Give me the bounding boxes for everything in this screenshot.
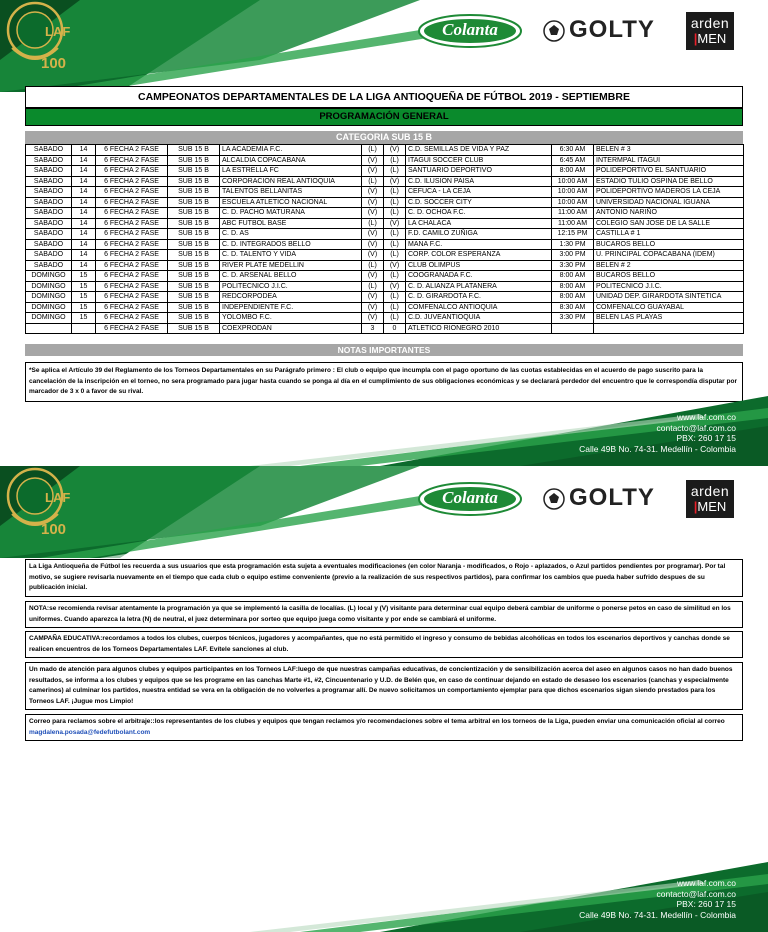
cell-home-role: (V) xyxy=(362,313,384,324)
cell-day: SABADO xyxy=(26,155,72,166)
cell-round: 6 FECHA 2 FASE xyxy=(96,229,168,240)
cell-home-role: (L) xyxy=(362,145,384,156)
cell-away-team: C.D. SOCCER CITY xyxy=(406,197,552,208)
cell-venue: INTERMPAL ITAGUI xyxy=(594,155,744,166)
cell-venue: COLEGIO SAN JOSE DE LA SALLE xyxy=(594,218,744,229)
cell-home-role: (V) xyxy=(362,271,384,282)
cell-round: 6 FECHA 2 FASE xyxy=(96,187,168,198)
cell-away-role: (V) xyxy=(384,176,406,187)
note-aseo: Un mado de atención para algunos clubes y equipos participantes en los Torneos LAF:luego de que nuestras campañas educativas, de concientización y de sensibilización acerca del aseo en algunos casos no han dado buenos resultados, se informa a los clubes y equipos que se les programe en las canchas Marte #1, #2, Cincuentenario y U.D. de Belén que, en caso de continuar dejando en estado de desaseo los escenarios (canchas y especialmente camerinos) al culminar los partidos, nuestra entidad se vera en la obligación de no volverles a programar allí. De nuevo solicitamos un comportamiento ejemplar para que dichos escenarios sigan siendo prestados para los Torneos LAF. ¡Jugue mos Limpio! xyxy=(25,662,743,710)
cell-day: SABADO xyxy=(26,218,72,229)
cell-category: SUB 15 B xyxy=(168,250,220,261)
arbitraje-email-link[interactable]: magdalena.posada@fedefutbolant.com xyxy=(29,728,151,736)
cell-date: 15 xyxy=(72,271,96,282)
cell-date: 15 xyxy=(72,281,96,292)
cell-date: 14 xyxy=(72,166,96,177)
cell-time: 1:30 PM xyxy=(552,239,594,250)
cell-away-team: C.D. SEMILLAS DE VIDA Y PAZ xyxy=(406,145,552,156)
cell-home-role: (V) xyxy=(362,208,384,219)
golty-ball-icon xyxy=(542,487,566,511)
cell-venue: U. PRINCIPAL COPACABANA (IDEM) xyxy=(594,250,744,261)
cell-time: 6:45 AM xyxy=(552,155,594,166)
header-band-2 xyxy=(0,466,768,558)
table-row xyxy=(26,323,744,334)
cell-round: 6 FECHA 2 FASE xyxy=(96,271,168,282)
contact-web: www.laf.com.co xyxy=(676,878,736,888)
cell-away-role: (L) xyxy=(384,250,406,261)
cell-round: 6 FECHA 2 FASE xyxy=(96,302,168,313)
cell-venue: COMFENALCO GUAYABAL xyxy=(594,302,744,313)
cell-home-role: (L) xyxy=(362,176,384,187)
cell-home-role: (V) xyxy=(362,239,384,250)
arden-men-logo xyxy=(686,12,734,50)
cell-home-team: CORPORACION REAL ANTIOQUIA xyxy=(220,176,362,187)
cell-venue: BELEN # 2 xyxy=(594,260,744,271)
cell-home-role: (V) xyxy=(362,292,384,303)
cell-away-team: C. D. ALIANZA PLATANERA xyxy=(406,281,552,292)
cell-away-team: C.D. JUVEANTIOQUIA xyxy=(406,313,552,324)
cell-away-team: CLUB OLIMPUS xyxy=(406,260,552,271)
cell-home-role: (V) xyxy=(362,197,384,208)
cell-home-role: (L) xyxy=(362,281,384,292)
colanta-text: Colanta xyxy=(442,20,498,39)
cell-time xyxy=(552,323,594,334)
cell-away-role: (V) xyxy=(384,218,406,229)
table-row xyxy=(26,302,744,313)
cell-away-team: CORP. COLOR ESPERANZA xyxy=(406,250,552,261)
table-row xyxy=(26,281,744,292)
cell-home-role: (L) xyxy=(362,260,384,271)
cell-away-team: C.D. ILUSION PAISA xyxy=(406,176,552,187)
cell-home-role: (V) xyxy=(362,302,384,313)
cell-home-role: (L) xyxy=(362,218,384,229)
cell-time: 3:00 PM xyxy=(552,250,594,261)
cell-category: SUB 15 B xyxy=(168,197,220,208)
cell-home-team: INDEPENDIENTE F.C. xyxy=(220,302,362,313)
cell-category: SUB 15 B xyxy=(168,218,220,229)
cell-venue: POLITECNICO J.I.C. xyxy=(594,281,744,292)
cell-away-role: (V) xyxy=(384,145,406,156)
cell-category: SUB 15 B xyxy=(168,187,220,198)
cell-round: 6 FECHA 2 FASE xyxy=(96,208,168,219)
cell-away-role: 0 xyxy=(384,323,406,334)
cell-away-team: MANA F.C. xyxy=(406,239,552,250)
contact-info-2 xyxy=(579,878,736,920)
table-row xyxy=(26,313,744,324)
page-title: CAMPEONATOS DEPARTAMENTALES DE LA LIGA ANTIOQUEÑA DE FÚTBOL 2019 - SEPTIEMBRE xyxy=(25,86,743,108)
colanta-logo xyxy=(418,14,522,48)
cell-home-team: C. D. AS xyxy=(220,229,362,240)
cell-day: DOMINGO xyxy=(26,292,72,303)
cell-day: SABADO xyxy=(26,260,72,271)
cell-away-team: C. D. GIRARDOTA F.C. xyxy=(406,292,552,303)
cell-home-role: (V) xyxy=(362,155,384,166)
cell-round: 6 FECHA 2 FASE xyxy=(96,260,168,271)
cell-home-role: (V) xyxy=(362,250,384,261)
cell-time: 3:30 PM xyxy=(552,313,594,324)
cell-away-team: ATLETICO RIONEGRO 2010 xyxy=(406,323,552,334)
note-arbitraje xyxy=(25,714,743,741)
cell-away-team: COMFENALCO ANTIOQUIA xyxy=(406,302,552,313)
footer-band xyxy=(0,396,768,466)
cell-away-role: (L) xyxy=(384,239,406,250)
men-text: MEN xyxy=(697,499,727,514)
cell-day: SABADO xyxy=(26,229,72,240)
golty-ball-icon xyxy=(542,19,566,43)
contact-email: contacto@laf.com.co xyxy=(656,422,736,433)
cell-date: 14 xyxy=(72,239,96,250)
cell-category: SUB 15 B xyxy=(168,208,220,219)
cell-day: DOMINGO xyxy=(26,281,72,292)
cell-home-team: REDCORPODEA xyxy=(220,292,362,303)
cell-home-team: ALCALDIA COPACABANA xyxy=(220,155,362,166)
cell-category: SUB 15 B xyxy=(168,260,220,271)
cell-away-role: (L) xyxy=(384,187,406,198)
contact-pbx: PBX: 260 17 15 xyxy=(676,899,736,909)
cell-day: SABADO xyxy=(26,197,72,208)
cell-day: SABADO xyxy=(26,250,72,261)
cell-away-role: (L) xyxy=(384,302,406,313)
golty-text: GOLTY xyxy=(569,484,655,511)
cell-venue xyxy=(594,323,744,334)
cell-home-team: LA ESTRELLA FC xyxy=(220,166,362,177)
cell-round: 6 FECHA 2 FASE xyxy=(96,145,168,156)
cell-home-role: (V) xyxy=(362,187,384,198)
cell-home-role: 3 xyxy=(362,323,384,334)
cell-category: SUB 15 B xyxy=(168,292,220,303)
cell-date: 14 xyxy=(72,155,96,166)
cell-home-team: LA ACADEMIA F.C. xyxy=(220,145,362,156)
cell-round: 6 FECHA 2 FASE xyxy=(96,218,168,229)
table-row xyxy=(26,176,744,187)
cell-time: 8:00 AM xyxy=(552,271,594,282)
cell-away-team: SANTUARIO DEPORTIVO xyxy=(406,166,552,177)
cell-day xyxy=(26,323,72,334)
cell-time: 12:15 PM xyxy=(552,229,594,240)
contact-address: Calle 49B No. 74-31. Medellín - Colombia xyxy=(579,443,736,454)
table-row xyxy=(26,208,744,219)
table-row xyxy=(26,271,744,282)
cell-category: SUB 15 B xyxy=(168,166,220,177)
table-row xyxy=(26,155,744,166)
cell-category: SUB 15 B xyxy=(168,155,220,166)
note-arbitraje-text: Correo para reclamos sobre el arbitraje::los representantes de los clubes y equipos que tengan reclamos y/o recomendaciones sobre el tema arbitral en los torneos de la Liga, pueden enviar una comunicación oficial al correo xyxy=(29,718,725,725)
cell-away-team: F.D. CAMILO ZUÑIGA xyxy=(406,229,552,240)
cell-date: 14 xyxy=(72,208,96,219)
contact-address: Calle 49B No. 74-31. Medellín - Colombia xyxy=(579,909,736,920)
page-subtitle: PROGRAMACIÓN GENERAL xyxy=(25,108,743,126)
note-campana-educativa: CAMPAÑA EDUCATIVA:recordamos a todos los clubes, cuerpos técnicos, jugadores y acompañantes, que no está permitido el ingreso y consumo de bebidas alcohólicas en todos los escenarios deportivos y canchas donde se realicen encuentros de los Torneos Departamentales LAF. Evítele sanciones al club. xyxy=(25,631,743,658)
cell-venue: BUCAROS BELLO xyxy=(594,271,744,282)
cell-day: SABADO xyxy=(26,176,72,187)
cell-date: 14 xyxy=(72,218,96,229)
men-text: MEN xyxy=(697,31,727,46)
table-row xyxy=(26,260,744,271)
cell-time: 6:30 AM xyxy=(552,145,594,156)
arden-text: arden xyxy=(690,15,730,31)
cell-home-team: TALENTOS BELLANITAS xyxy=(220,187,362,198)
cell-date: 14 xyxy=(72,250,96,261)
contact-info xyxy=(579,412,736,454)
cell-round: 6 FECHA 2 FASE xyxy=(96,292,168,303)
cell-time: 8:00 AM xyxy=(552,292,594,303)
laf-logo-100: 100 xyxy=(41,521,67,538)
cell-venue: POLIDEPORTIVO EL SANTUARIO xyxy=(594,166,744,177)
cell-away-team: COOGRANADA F.C. xyxy=(406,271,552,282)
cell-home-team: C. D. ARSENAL BELLO xyxy=(220,271,362,282)
note-modifications: La Liga Antioqueña de Fútbol les recuerda a sus usuarios que esta programación esta sujeta a eventuales modificaciones (en color Naranja - modificados, o Rojo - aplazados, o Azul partidos pendientes por programar). Por tal motivo, se sugiere revisarla nuevamente en el tiempo que cada club o equipo estime conveniente (previo a la realización de sus respectivos partidos), para confirmar los cambios que pueda haber sufrido despues de su publicación inicial. xyxy=(25,559,743,597)
cell-away-role: (L) xyxy=(384,166,406,177)
cell-venue: CASTILLA # 1 xyxy=(594,229,744,240)
cell-day: SABADO xyxy=(26,239,72,250)
notes-header: NOTAS IMPORTANTES xyxy=(25,344,743,356)
cell-category: SUB 15 B xyxy=(168,323,220,334)
cell-home-role: (V) xyxy=(362,229,384,240)
table-row xyxy=(26,145,744,156)
table-row xyxy=(26,292,744,303)
cell-venue: BUCAROS BELLO xyxy=(594,239,744,250)
golty-logo xyxy=(542,16,668,46)
cell-home-team: RIVER PLATE MEDELLIN xyxy=(220,260,362,271)
colanta-logo xyxy=(418,482,522,516)
cell-date xyxy=(72,323,96,334)
laf-logo-text: LAF xyxy=(45,24,71,39)
cell-away-role: (L) xyxy=(384,208,406,219)
cell-venue: ANTONIO NARIÑO xyxy=(594,208,744,219)
cell-date: 15 xyxy=(72,313,96,324)
header-band xyxy=(0,0,768,92)
cell-round: 6 FECHA 2 FASE xyxy=(96,323,168,334)
cell-day: SABADO xyxy=(26,166,72,177)
cell-away-role: (L) xyxy=(384,313,406,324)
contact-email: contacto@laf.com.co xyxy=(656,888,736,899)
cell-away-role: (V) xyxy=(384,260,406,271)
cell-date: 14 xyxy=(72,260,96,271)
arden-men-logo xyxy=(686,480,734,518)
cell-time: 10:00 AM xyxy=(552,187,594,198)
cell-away-role: (L) xyxy=(384,271,406,282)
cell-category: SUB 15 B xyxy=(168,302,220,313)
schedule-table xyxy=(25,144,744,334)
cell-date: 15 xyxy=(72,292,96,303)
note-localias: NOTA:se recomienda revisar atentamente la programación ya que se implementó la casilla de localías. (L) local y (V) visitante para determinar cual equipo deberá cambiar de uniforme o ponerse petos en caso de similitud en los uniformes. Cuando aparezca la letra (N) de neutral, el juez determinara por sorteo que equipo juega como visitante y por ende se cambiará el uniforme. xyxy=(25,601,743,628)
golty-logo xyxy=(542,484,668,514)
cell-time: 10:00 AM xyxy=(552,176,594,187)
cell-round: 6 FECHA 2 FASE xyxy=(96,239,168,250)
cell-day: DOMINGO xyxy=(26,271,72,282)
cell-home-role: (V) xyxy=(362,166,384,177)
table-row xyxy=(26,250,744,261)
contact-web: www.laf.com.co xyxy=(676,412,736,422)
laf-logo-100: 100 xyxy=(41,55,67,72)
note-article-39: *Se aplica el Artículo 39 del Reglamento de los Torneos Departamentales en su Parágrafo primero : El club o equipo que incumpla con el pago oportuno de las cuotas establecidas en el acuerdo de pago suscrito para la cancelación de la inscripción en el torneo, no sera programado para jugar hasta cuando se ponga al día en el cumplimiento de sus obligaciones económicas y se declarará perdedor del encuentro que le correspondía disputar por marcador de 3 x 0 a favor de su rival. xyxy=(25,362,743,402)
colanta-text: Colanta xyxy=(442,488,498,507)
cell-venue: BELEN # 3 xyxy=(594,145,744,156)
table-row xyxy=(26,166,744,177)
cell-day: SABADO xyxy=(26,208,72,219)
cell-category: SUB 15 B xyxy=(168,313,220,324)
cell-round: 6 FECHA 2 FASE xyxy=(96,166,168,177)
table-row xyxy=(26,187,744,198)
cell-away-role: (L) xyxy=(384,229,406,240)
cell-round: 6 FECHA 2 FASE xyxy=(96,155,168,166)
laf-logo-text: LAF xyxy=(45,490,71,505)
cell-home-team: C. D. TALENTO Y VIDA xyxy=(220,250,362,261)
cell-venue: POLIDEPORTIVO MADEROS LA CEJA xyxy=(594,187,744,198)
cell-home-team: POLITECNICO J.I.C. xyxy=(220,281,362,292)
footer-band-2 xyxy=(0,862,768,932)
cell-away-team: ITAGUI SOCCER CLUB xyxy=(406,155,552,166)
cell-date: 14 xyxy=(72,229,96,240)
cell-time: 3:30 PM xyxy=(552,260,594,271)
cell-category: SUB 15 B xyxy=(168,281,220,292)
cell-venue: BELEN LAS PLAYAS xyxy=(594,313,744,324)
cell-day: DOMINGO xyxy=(26,313,72,324)
header-stripes xyxy=(0,0,768,92)
cell-round: 6 FECHA 2 FASE xyxy=(96,176,168,187)
cell-time: 8:00 AM xyxy=(552,281,594,292)
cell-away-role: (L) xyxy=(384,155,406,166)
cell-venue: ESTADIO TULIO OSPINA DE BELLO xyxy=(594,176,744,187)
contact-pbx: PBX: 260 17 15 xyxy=(676,433,736,443)
cell-away-team: C. D. OCHOA F.C. xyxy=(406,208,552,219)
cell-round: 6 FECHA 2 FASE xyxy=(96,313,168,324)
cell-date: 14 xyxy=(72,176,96,187)
arden-text: arden xyxy=(690,483,730,499)
arden-men-text: |MEN xyxy=(693,499,727,514)
cell-category: SUB 15 B xyxy=(168,239,220,250)
cell-time: 8:00 AM xyxy=(552,166,594,177)
cell-day: DOMINGO xyxy=(26,302,72,313)
table-row xyxy=(26,239,744,250)
cell-round: 6 FECHA 2 FASE xyxy=(96,250,168,261)
cell-venue: UNIVERSIDAD NACIONAL IGUANA xyxy=(594,197,744,208)
cell-home-team: ESCUELA ATLETICO NACIONAL xyxy=(220,197,362,208)
cell-home-team: ABC FUTBOL BASE xyxy=(220,218,362,229)
cell-round: 6 FECHA 2 FASE xyxy=(96,281,168,292)
cell-round: 6 FECHA 2 FASE xyxy=(96,197,168,208)
cell-home-team: C. D. PACHO MATURANA xyxy=(220,208,362,219)
cell-away-team: CEFUCA - LA CEJA xyxy=(406,187,552,198)
cell-time: 11:00 AM xyxy=(552,218,594,229)
golty-text: GOLTY xyxy=(569,16,655,43)
cell-away-team: LA CHALACA xyxy=(406,218,552,229)
cell-time: 8:30 AM xyxy=(552,302,594,313)
cell-day: SABADO xyxy=(26,187,72,198)
cell-category: SUB 15 B xyxy=(168,176,220,187)
table-row xyxy=(26,218,744,229)
cell-venue: UNIDAD DEP. GIRARDOTA SINTETICA xyxy=(594,292,744,303)
cell-time: 11:00 AM xyxy=(552,208,594,219)
table-row xyxy=(26,197,744,208)
cell-category: SUB 15 B xyxy=(168,271,220,282)
cell-home-team: COEXPRODAN xyxy=(220,323,362,334)
cell-away-role: (L) xyxy=(384,292,406,303)
cell-date: 14 xyxy=(72,187,96,198)
category-header: CATEGORIA SUB 15 B xyxy=(25,131,743,144)
cell-day: SABADO xyxy=(26,145,72,156)
page-2 xyxy=(0,466,768,932)
cell-date: 14 xyxy=(72,197,96,208)
cell-category: SUB 15 B xyxy=(168,229,220,240)
cell-away-role: (V) xyxy=(384,281,406,292)
table-row xyxy=(26,229,744,240)
cell-time: 10:00 AM xyxy=(552,197,594,208)
cell-home-team: C. D. INTEGRADOS BELLO xyxy=(220,239,362,250)
cell-away-role: (L) xyxy=(384,197,406,208)
arden-men-text: |MEN xyxy=(693,31,727,46)
cell-date: 15 xyxy=(72,302,96,313)
cell-home-team: YOLOMBO F.C. xyxy=(220,313,362,324)
cell-date: 14 xyxy=(72,145,96,156)
cell-category: SUB 15 B xyxy=(168,145,220,156)
